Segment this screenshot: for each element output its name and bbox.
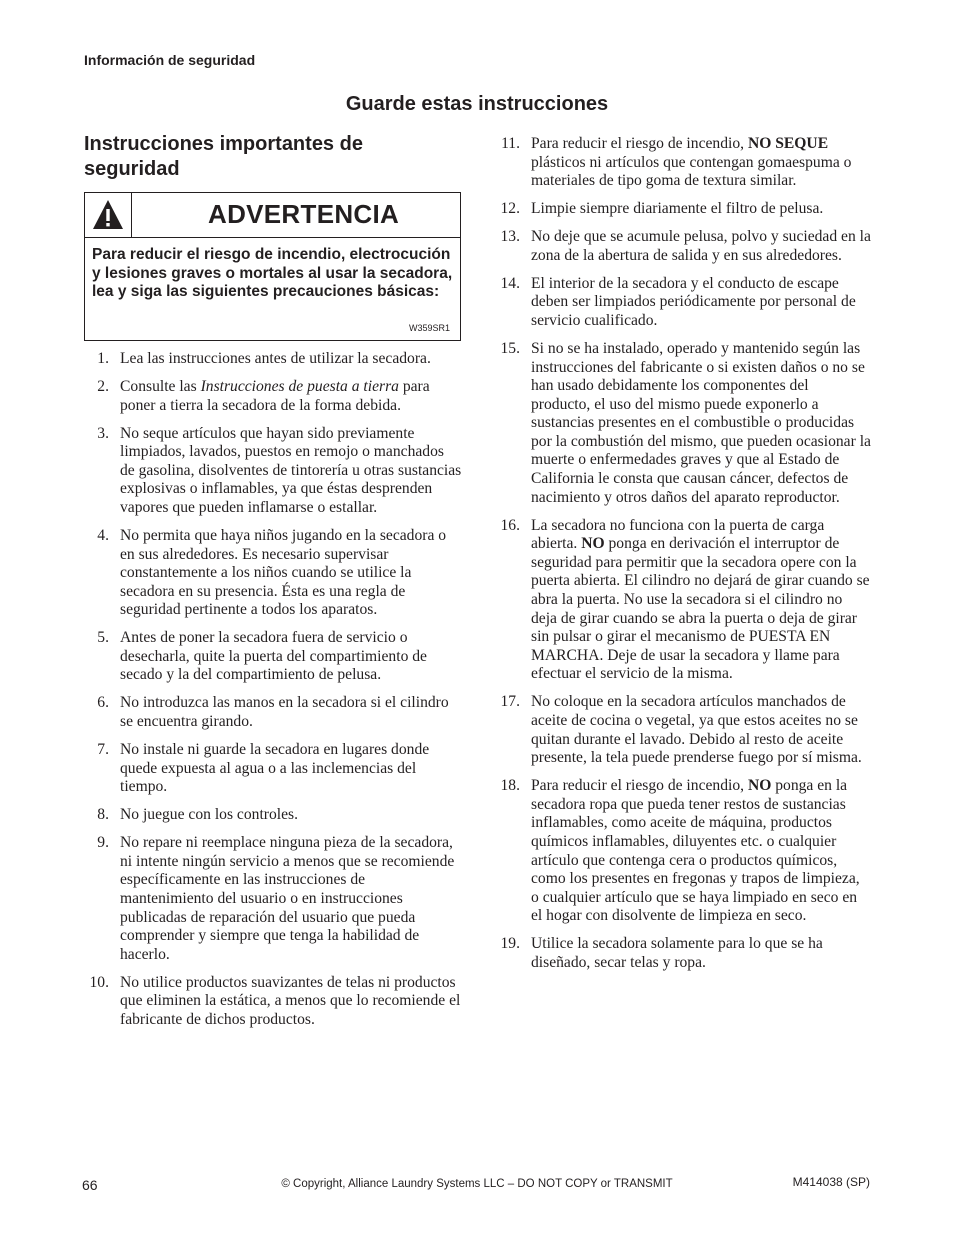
item-text: Utilice la secadora solamente para lo que se ha diseñado, secar telas y ropa. [531, 935, 823, 971]
warning-triangle-icon [92, 199, 124, 230]
sub-title: Instrucciones importantes de seguridad [84, 133, 363, 180]
list-item [84, 834, 462, 964]
item-text: Limpie siempre diariamente el filtro de pelusa. [531, 200, 824, 218]
list-item [84, 741, 462, 797]
item-text: No utilice productos suavizantes de telas ni productos que eliminen la estática, a menos que lo recomiende el fabricante de dichos productos. [120, 973, 461, 1028]
warning-code: W359SR1 [408, 323, 450, 333]
warning-header [85, 193, 460, 238]
item-number: 5 . [84, 629, 109, 648]
item-text: No repare ni reemplace ninguna pieza de la secadora, ni intente ningún servicio a menos que se recomiende específicamente en las instrucciones de mantenimiento del usuario o en instrucciones publicadas de reparación del usuario que pueda comprender y siempre que tenga la habilidad de hacerlo. [120, 834, 455, 963]
item-text: Lea las instrucciones antes de utilizar la secadora. [120, 350, 431, 367]
item-text: Para reducir el riesgo de incendio, NO SEQUE plásticos ni artículos que contengan gomaespuma o materiales de tipo goma de textura similar. [531, 135, 852, 190]
item-text: No seque artículos que hayan sido previamente limpiados, lavados, puestos en remojo o manchados de gasolina, disolventes de tintorería u otras sustancias explosivas o inflamables, ya que éstas desprenden vapores que pueden inflamarse o estallar. [120, 424, 462, 516]
list-item [84, 350, 462, 369]
list-item [84, 527, 462, 620]
section-header: Información de seguridad [84, 52, 256, 68]
item-text: La secadora no funciona con la puerta de carga abierta. NO ponga en derivación el interruptor de seguridad para permitir que la secadora opere con la puerta abierta. El cilindro no dejará de girar cuando se abra la puerta. No use la secadora si el cilindro no deja de girar cuando se abra la puerta o deja de girar sin pulsar o girar el mecanismo de PUESTA EN MARCHA. Deje de usar la secadora y llame para efectuar el servicio de la misma. [531, 516, 870, 683]
warning-box [84, 192, 461, 341]
item-text: No instale ni guarde la secadora en lugares donde quede expuesta al agua o a las inclemencias del tiempo. [120, 741, 430, 796]
item-text: No juegue con los controles. [120, 806, 298, 824]
item-text: No coloque en la secadora artículos manchados de aceite de cocina o vegetal, ya que estos aceites no se quitan durante el lavado. Debido al resto de aceite presente, la tela puede prenderse fuego por sí misma. [531, 693, 862, 767]
item-number: 18 . [495, 777, 520, 796]
item-number: 10 . [84, 974, 109, 993]
item-text: El interior de la secadora y el conducto de escape deben ser limpiados periódicamente por personal de servicio cualificado. [531, 274, 856, 329]
item-text: No permita que haya niños jugando en la secadora o en sus alrededores. Es necesario supervisar constantemente a los niños cuando se utilice la secadora en su presencia. Ésta es una regla de seguridad pertinente a todos los aparatos. [120, 526, 447, 619]
instruction-list-left [84, 350, 462, 1039]
item-number: 14 . [495, 275, 520, 294]
list-item [84, 694, 462, 731]
item-number: 7 . [84, 741, 109, 760]
item-number: 9 . [84, 834, 109, 853]
copyright-notice: © Copyright, Alliance Laundry Systems LLC – DO NOT COPY or TRANSMIT [281, 1178, 673, 1190]
item-number: 19 . [495, 935, 520, 954]
list-item [495, 200, 871, 219]
item-number: 12 . [495, 200, 520, 219]
list-item [495, 693, 871, 767]
list-item [495, 135, 871, 191]
item-number: 17 . [495, 693, 520, 712]
list-item [84, 974, 462, 1030]
list-item [495, 275, 871, 331]
item-number: 3 . [84, 425, 109, 444]
item-number: 4 . [84, 527, 109, 546]
item-text: Antes de poner la secadora fuera de servicio o desecharla, quite la puerta del compartimiento de secado y la del compartimiento de pelusa. [120, 629, 427, 684]
list-item [495, 228, 871, 265]
item-number: 2 . [84, 378, 109, 397]
item-number: 15 . [495, 340, 520, 359]
item-number: 16 . [495, 517, 520, 536]
warning-icon-cell [85, 193, 132, 237]
list-item [84, 806, 462, 825]
item-text: Si no se ha instalado, operado y mantenido según las instrucciones del fabricante o si existen daños o no se han usado debidamente los componentes del producto, el uso del mismo puede exponerlo a sustancias presentes en el combustible o producidas por la combustión del mismo, que pueden ocasionar la muerte o enfermedades graves y que al Estado de California le consta que causan cáncer, defectos de nacimiento y otros daños del aparato reproductor. [531, 339, 871, 506]
item-text: Para reducir el riesgo de incendio, NO ponga en la secadora ropa que pueda tener restos de sustancias inflamables, como aceite de máquina, productos químicos inflamables, diluyentes etc. o cualquier artículo que contenga cera o productos químicos, como los presentes en fregonas y trapos de limpieza, o cualquier artículo que se haya limpiado en seco en el hogar con disolvente de limpieza en seco. [531, 777, 860, 925]
item-strong: NO [581, 535, 605, 553]
item-number: 13 . [495, 228, 520, 247]
list-item [495, 517, 871, 684]
warning-body: Para reducir el riesgo de incendio, electrocución y lesiones graves o mortales al usar la secadora, lea y siga las siguientes precauciones básicas: [92, 246, 453, 300]
warning-title: ADVERTENCIA [208, 199, 400, 229]
document-number: M414038 (SP) [792, 1175, 870, 1189]
instruction-list-right [495, 135, 871, 982]
item-text: Consulte las Instrucciones de puesta a tierra para poner a tierra la secadora de la forma debida. [120, 377, 430, 414]
list-item [495, 777, 871, 926]
item-text: No deje que se acumule pelusa, polvo y suciedad en la zona de la abertura de salida y en sus alrededores. [531, 228, 871, 264]
item-strong: NO [747, 777, 772, 795]
item-number: 6 . [84, 694, 109, 713]
list-item [495, 935, 871, 972]
item-emphasis: Instrucciones de puesta a tierra [200, 377, 399, 395]
item-number: 1 . [84, 350, 109, 369]
list-item [84, 425, 462, 518]
main-title: Guarde estas instrucciones [345, 93, 609, 115]
list-item [495, 340, 871, 507]
item-text: No introduzca las manos en la secadora si el cilindro se encuentra girando. [120, 694, 449, 731]
list-item [84, 629, 462, 685]
item-strong: NO SEQUE [747, 135, 829, 152]
item-number: 8 . [84, 806, 109, 825]
list-item [84, 378, 462, 415]
item-number: 11 . [495, 135, 520, 154]
page-number: 66 [82, 1177, 98, 1193]
